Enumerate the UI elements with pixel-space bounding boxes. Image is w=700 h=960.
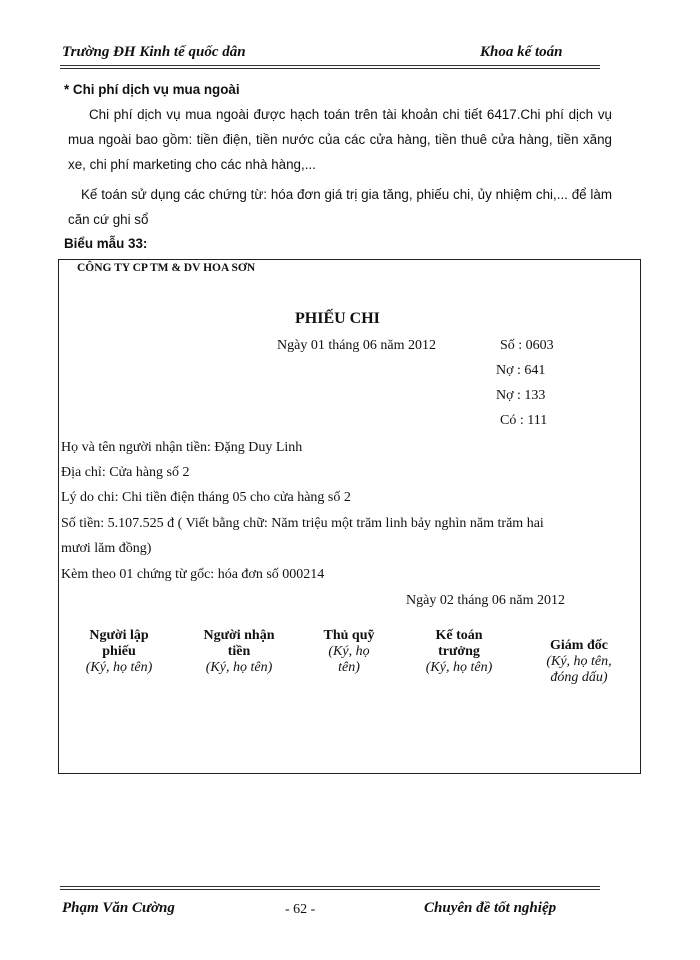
- signature-director: [529, 638, 629, 686]
- signature-cashier: [304, 628, 394, 676]
- header-rule-bottom: [60, 68, 600, 69]
- voucher-date: Ngày 01 tháng 06 năm 2012: [277, 338, 437, 353]
- debit-account-2: Nợ : 133: [496, 388, 546, 403]
- signature-note: (Ký, họ tên): [85, 660, 153, 675]
- footer-rule-bottom: [60, 889, 600, 890]
- signature-recipient: [184, 628, 294, 676]
- recipient-line: Họ và tên người nhận tiền: Đặng Duy Linh: [61, 440, 303, 455]
- signature-role: Thủ quỹ: [323, 628, 375, 643]
- signature-note: (Ký, họ: [328, 644, 370, 659]
- amount-words-continued: mươi lăm đồng): [61, 541, 152, 556]
- header-department: Khoa kế toán: [480, 44, 563, 60]
- footer-rule-top: [60, 886, 600, 887]
- signature-role: Người lập: [89, 628, 149, 643]
- footer-thesis-title: Chuyên đề tốt nghiệp: [424, 900, 557, 916]
- payment-voucher: [58, 259, 641, 774]
- signature-role: Giám đốc: [550, 638, 608, 653]
- address-line: Địa chỉ: Cửa hàng số 2: [61, 465, 190, 480]
- body-paragraph-2: Kế toán sử dụng các chứng từ: hóa đơn giá trị gia tăng, phiếu chi, ủy nhiệm chi,... để làm căn cứ ghi sổ: [68, 187, 612, 227]
- voucher-title: PHIẾU CHI: [295, 310, 380, 327]
- reason-line: Lý do chi: Chi tiền điện tháng 05 cho cửa hàng số 2: [61, 490, 351, 505]
- signature-role: trưởng: [438, 644, 480, 659]
- section-title: * Chi phí dịch vụ mua ngoài: [64, 82, 240, 97]
- signature-note: (Ký, họ tên): [425, 660, 493, 675]
- amount-line: Số tiền: 5.107.525 đ ( Viết bằng chữ: Năm triệu một trăm linh bảy nghìn năm trăm hai: [61, 516, 544, 531]
- signature-chief-accountant: [404, 628, 514, 676]
- signature-role: Kế toán: [435, 628, 483, 643]
- attached-documents-line: Kèm theo 01 chứng từ gốc: hóa đơn số 000214: [61, 567, 325, 582]
- signature-role: tiền: [227, 644, 251, 659]
- page-number: - 62 -: [285, 902, 316, 917]
- voucher-number: Số : 0603: [500, 338, 554, 353]
- header-rule-top: [60, 65, 600, 66]
- signature-preparer: [69, 628, 169, 676]
- company-name: CÔNG TY CP TM & DV HOA SƠN: [77, 262, 256, 274]
- body-paragraph-1: Chi phí dịch vụ mua ngoài được hạch toán trên tài khoản chi tiết 6417.Chi phí dịch vụ mua ngoài bao gồm: tiền điện, tiền nước của các cửa hàng, tiền thuê cửa hàng, tiền xăng xe, chi phí marketing cho các nhà hàng,...: [68, 107, 612, 172]
- signature-note: đóng dấu): [550, 670, 608, 685]
- signature-role: Người nhận: [203, 628, 275, 643]
- form-label: Biểu mẫu 33:: [64, 236, 148, 251]
- debit-account-1: Nợ : 641: [496, 363, 546, 378]
- signature-note: tên): [338, 660, 360, 675]
- header-school-name: Trường ĐH Kinh tế quốc dân: [62, 44, 246, 60]
- footer-author: Phạm Văn Cường: [62, 900, 175, 916]
- credit-account: Có : 111: [500, 413, 548, 428]
- signature-note: (Ký, họ tên,: [546, 654, 612, 669]
- signing-date: Ngày 02 tháng 06 năm 2012: [406, 593, 566, 608]
- signature-role: phiếu: [102, 644, 136, 659]
- signature-note: (Ký, họ tên): [205, 660, 273, 675]
